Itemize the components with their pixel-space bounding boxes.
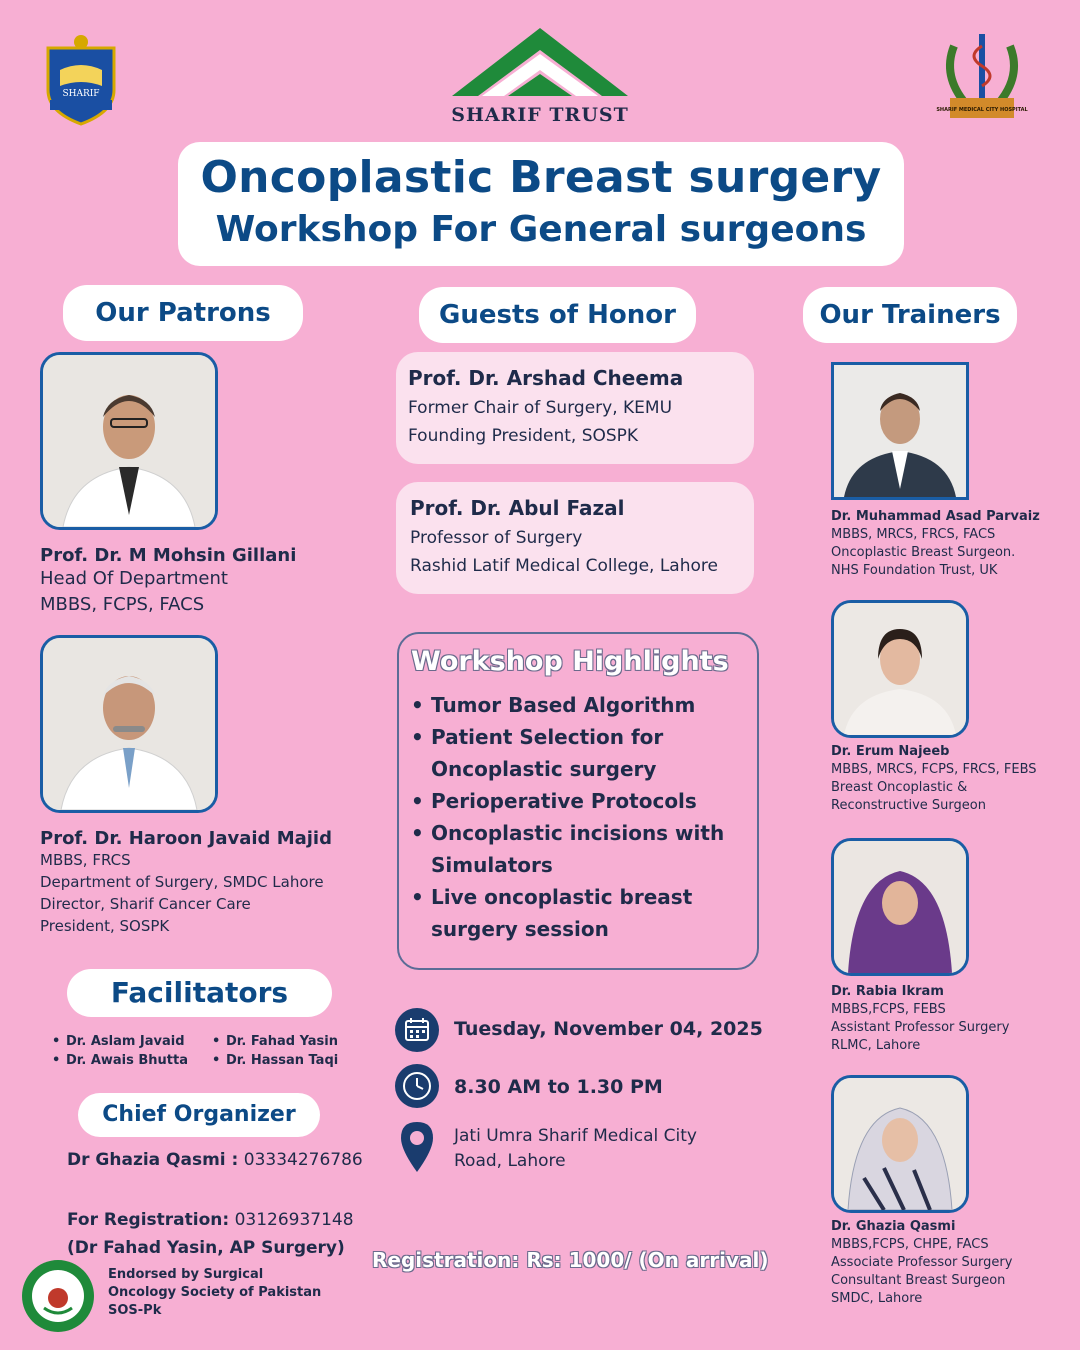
- person-avatar-icon: [834, 603, 966, 735]
- guest-detail: Founding President, SOSPK: [408, 426, 639, 446]
- trainer-detail: Consultant Breast Surgeon: [831, 1273, 1006, 1288]
- trust-name: SHARIF TRUST: [451, 104, 629, 126]
- event-venue: [454, 1124, 774, 1174]
- trainer-detail: Assistant Professor Surgery: [831, 1020, 1010, 1035]
- guest-detail: Rashid Latif Medical College, Lahore: [410, 556, 718, 576]
- registration-contact-name: (Dr Fahad Yasin, AP Surgery): [67, 1238, 345, 1258]
- patron-detail: Department of Surgery, SMDC Lahore: [40, 873, 324, 891]
- sos-pk-seal-logo: [20, 1258, 96, 1334]
- trainer-detail: MBBS,FCPS, CHPE, FACS: [831, 1237, 989, 1252]
- patron-name: Prof. Dr. M Mohsin Gillani: [40, 545, 297, 566]
- patron-detail: President, SOSPK: [40, 917, 170, 935]
- highlights-heading: Workshop Highlights: [411, 646, 729, 677]
- endorsement-line: SOS-Pk: [108, 1303, 162, 1318]
- highlight-item: • Patient Selection for Oncoplastic surgery: [411, 721, 757, 785]
- facilitators-list-col1: [52, 1032, 212, 1070]
- trainer-detail: MBBS,FCPS, FEBS: [831, 1002, 946, 1017]
- calendar-icon: [395, 1008, 439, 1052]
- guest-detail: Professor of Surgery: [410, 528, 583, 548]
- endorsement-line: Endorsed by Surgical: [108, 1267, 264, 1282]
- sharif-trust-mountain-logo: [452, 28, 628, 100]
- registration-phone: 03126937148: [234, 1210, 354, 1230]
- organizer-contact: [67, 1150, 387, 1170]
- trainer-detail: Associate Professor Surgery: [831, 1255, 1013, 1270]
- trainer-name: Dr. Erum Najeeb: [831, 744, 950, 759]
- trainer-detail: Breast Oncoplastic &: [831, 780, 968, 795]
- sharif-college-crest-logo: [40, 30, 122, 126]
- patron-photo-1: [40, 352, 218, 530]
- venue-line: Road, Lahore: [454, 1151, 566, 1171]
- trainer-detail: Reconstructive Surgeon: [831, 798, 986, 813]
- organizer-phone: 03334276786: [243, 1150, 363, 1170]
- trainer-name: Dr. Rabia Ikram: [831, 984, 944, 999]
- person-avatar-icon: [834, 365, 966, 497]
- patrons-heading: Our Patrons: [63, 285, 303, 341]
- event-time: 8.30 AM to 1.30 PM: [454, 1076, 663, 1098]
- guest-name: Prof. Dr. Arshad Cheema: [408, 366, 684, 390]
- trainer-name: Dr. Muhammad Asad Parvaiz: [831, 509, 1040, 524]
- highlight-item: • Perioperative Protocols: [411, 785, 757, 817]
- trainer-info-2: [831, 743, 1071, 815]
- trainer-info-1: [831, 508, 1071, 580]
- highlight-item: • Tumor Based Algorithm: [411, 689, 757, 721]
- facilitator-item: • Dr. Fahad Yasin: [212, 1032, 372, 1051]
- facilitators-heading: Facilitators: [67, 969, 332, 1017]
- patron-photo-2: [40, 635, 218, 813]
- title-box: [178, 142, 904, 266]
- registration-label: For Registration:: [67, 1210, 230, 1230]
- guest-name: Prof. Dr. Abul Fazal: [410, 496, 625, 520]
- chief-organizer-heading: Chief Organizer: [78, 1093, 320, 1137]
- endorsement-text: [108, 1266, 358, 1320]
- patron-detail: MBBS, FCPS, FACS: [40, 594, 205, 615]
- trainer-photo-4: [831, 1075, 969, 1213]
- title-line-1: Oncoplastic Breast surgery: [200, 152, 882, 203]
- trainer-photo-3: [831, 838, 969, 976]
- left-logo-label: SHARIF: [62, 89, 100, 99]
- highlight-item: • Oncoplastic incisions with Simulators: [411, 817, 757, 881]
- patron-name: Prof. Dr. Haroon Javaid Majid: [40, 828, 332, 849]
- facilitator-item: • Dr. Aslam Javaid: [52, 1032, 212, 1051]
- sharif-medical-city-hospital-logo: [936, 26, 1028, 126]
- trainer-name: Dr. Ghazia Qasmi: [831, 1219, 956, 1234]
- location-pin-icon: [397, 1120, 437, 1174]
- trainer-detail: RLMC, Lahore: [831, 1038, 921, 1053]
- endorsement-line: Oncology Society of Pakistan: [108, 1285, 322, 1300]
- right-logo-label: SHARIF MEDICAL CITY HOSPITAL: [936, 107, 1028, 113]
- highlight-item: • Live oncoplastic breast surgery session: [411, 881, 757, 945]
- trainer-detail: MBBS, MRCS, FCPS, FRCS, FEBS: [831, 762, 1037, 777]
- venue-line: Jati Umra Sharif Medical City: [454, 1126, 697, 1146]
- facilitator-item: • Dr. Hassan Taqi: [212, 1051, 372, 1070]
- guest-card-2: [396, 482, 754, 594]
- person-avatar-icon: [43, 638, 215, 810]
- trainer-detail: Oncoplastic Breast Surgeon.: [831, 545, 1016, 560]
- event-date: Tuesday, November 04, 2025: [454, 1018, 763, 1040]
- trainer-info-4: [831, 1218, 1071, 1308]
- guest-detail: Former Chair of Surgery, KEMU: [408, 398, 673, 418]
- person-avatar-icon: [834, 841, 966, 973]
- registration-contact: [67, 1206, 387, 1262]
- trainer-detail: SMDC, Lahore: [831, 1291, 923, 1306]
- patron-detail: Director, Sharif Cancer Care: [40, 895, 251, 913]
- patron-detail: Head Of Department: [40, 568, 228, 589]
- title-line-2: Workshop For General surgeons: [215, 209, 867, 250]
- highlights-list: [411, 689, 757, 945]
- guest-card-1: [396, 352, 754, 464]
- trainer-photo-2: [831, 600, 969, 738]
- trainer-photo-1: [831, 362, 969, 500]
- patron-detail: MBBS, FRCS: [40, 851, 131, 869]
- trainer-detail: MBBS, MRCS, FRCS, FACS: [831, 527, 996, 542]
- person-avatar-icon: [43, 355, 215, 527]
- trainer-info-3: [831, 983, 1071, 1055]
- registration-fee: Registration: Rs: 1000/ (On arrival): [372, 1248, 769, 1272]
- trainers-heading: Our Trainers: [803, 287, 1017, 343]
- person-avatar-icon: [834, 1078, 966, 1210]
- facilitators-list-col2: [212, 1032, 372, 1070]
- facilitator-item: • Dr. Awais Bhutta: [52, 1051, 212, 1070]
- clock-icon: [395, 1064, 439, 1108]
- workshop-highlights-box: [397, 632, 759, 970]
- guests-heading: Guests of Honor: [419, 287, 696, 343]
- patron-info-1: [40, 545, 370, 618]
- organizer-name: Dr Ghazia Qasmi :: [67, 1150, 239, 1170]
- trainer-detail: NHS Foundation Trust, UK: [831, 563, 998, 578]
- patron-info-2: [40, 828, 380, 937]
